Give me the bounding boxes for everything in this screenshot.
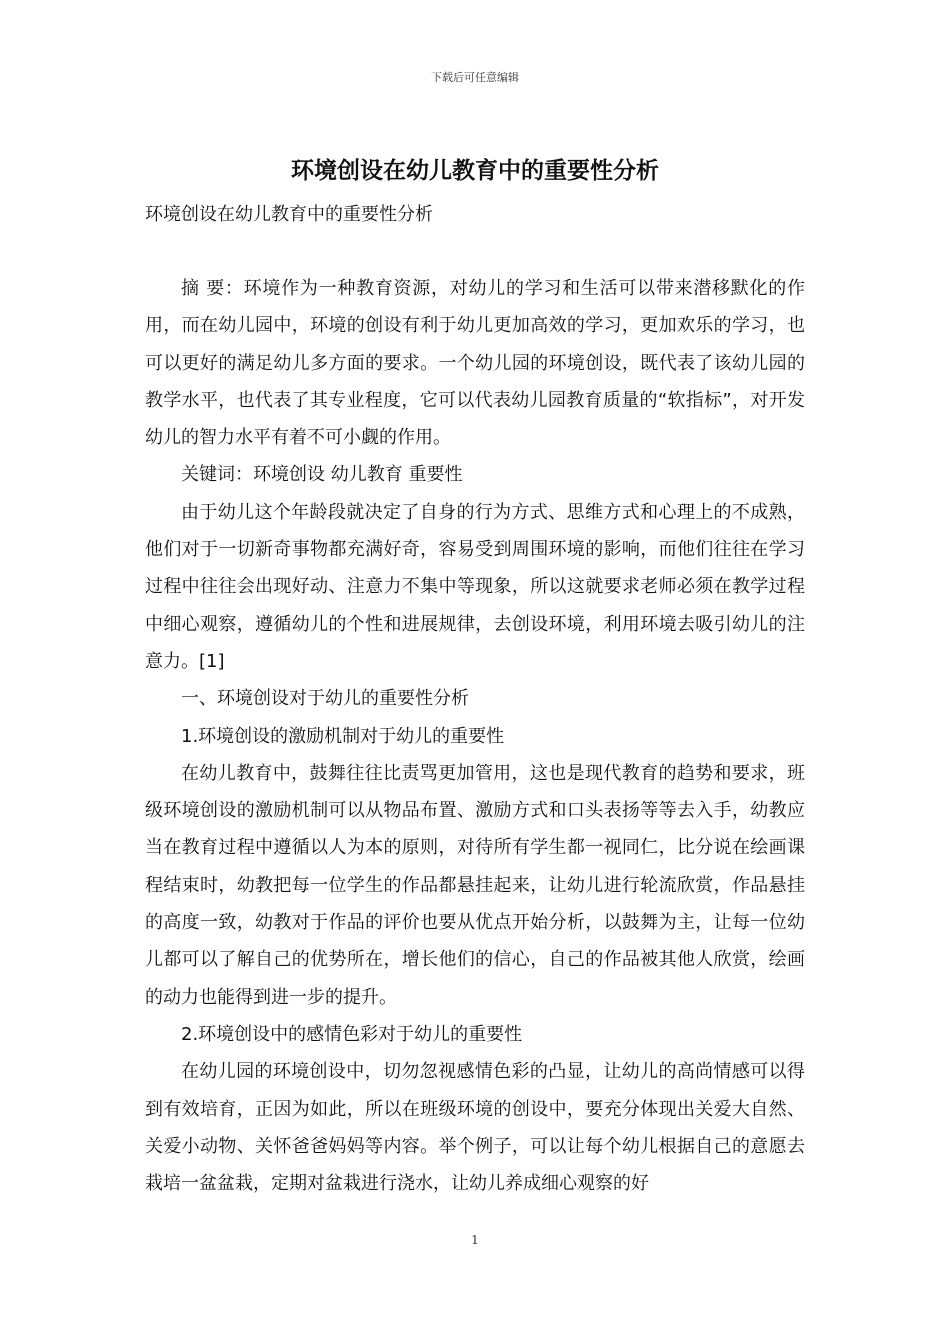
page-number: 1 <box>471 1233 479 1247</box>
section-heading-1: 一、环境创设对于幼儿的重要性分析 <box>181 688 469 710</box>
intro-paragraph: 由于幼儿这个年龄段就决定了自身的行为方式、思维方式和心理上的不成熟，他们对于一切新奇事物都充满好奇，容易受到周围环境的影响，而他们往往在学习过程中往往会出现好动、注意力不集中等现象，所以这就要求老师必须在教学过程中细心观察，遵循幼儿的个性和进展规律，去创设环境，利用环境去吸引幼儿的注意力。[1] <box>145 501 805 672</box>
abstract-paragraph: 摘 要：环境作为一种教育资源，对幼儿的学习和生活可以带来潜移默化的作用，而在幼儿园中，环境的创设有利于幼儿更加高效的学习，更加欢乐的学习，也可以更好的满足幼儿多方面的要求。一个幼儿园的环境创设，既代表了该幼儿园的教学水平，也代表了其专业程度，它可以代表幼儿园教育质量的“软指标”，对开发幼儿的智力水平有着不可小觑的作用。 <box>145 278 805 449</box>
subsection-heading-1: 1.环境创设的激励机制对于幼儿的重要性 <box>181 725 505 747</box>
subsection-1-paragraph: 在幼儿教育中，鼓舞往往比责骂更加管用，这也是现代教育的趋势和要求，班级环境创设的激励机制可以从物品布置、激励方式和口头表扬等等去入手，幼教应当在教育过程中遵循以人为本的原则，对待所有学生都一视同仁，比分说在绘画课程结束时，幼教把每一位学生的作品都悬挂起来，让幼儿进行轮流欣赏，作品悬挂的高度一致，幼教对于作品的评价也要从优点开始分析，以鼓舞为主，让每一位幼儿都可以了解自己的优势所在，增长他们的信心，自己的作品被其他人欣赏，绘画的动力也能得到进一步的提升。 <box>145 762 805 1008</box>
document-title: 环境创设在幼儿教育中的重要性分析 <box>291 158 659 184</box>
keywords-paragraph: 关键词：环境创设 幼儿教育 重要性 <box>181 464 463 486</box>
subsection-2-paragraph: 在幼儿园的环境创设中，切勿忽视感情色彩的凸显，让幼儿的高尚情感可以得到有效培育，正因为如此，所以在班级环境的创设中，要充分体现出关爱大自然、关爱小动物、关怀爸爸妈妈等内容。举个例子，可以让每个幼儿根据自己的意愿去栽培一盆盆栽，定期对盆栽进行浇水，让幼儿养成细心观察的好 <box>145 1061 805 1195</box>
subsection-heading-2: 2.环境创设中的感情色彩对于幼儿的重要性 <box>181 1023 523 1045</box>
body-text <box>145 270 805 1202</box>
document-subtitle: 环境创设在幼儿教育中的重要性分析 <box>145 204 433 225</box>
header-note: 下载后可任意编辑 <box>431 71 519 84</box>
